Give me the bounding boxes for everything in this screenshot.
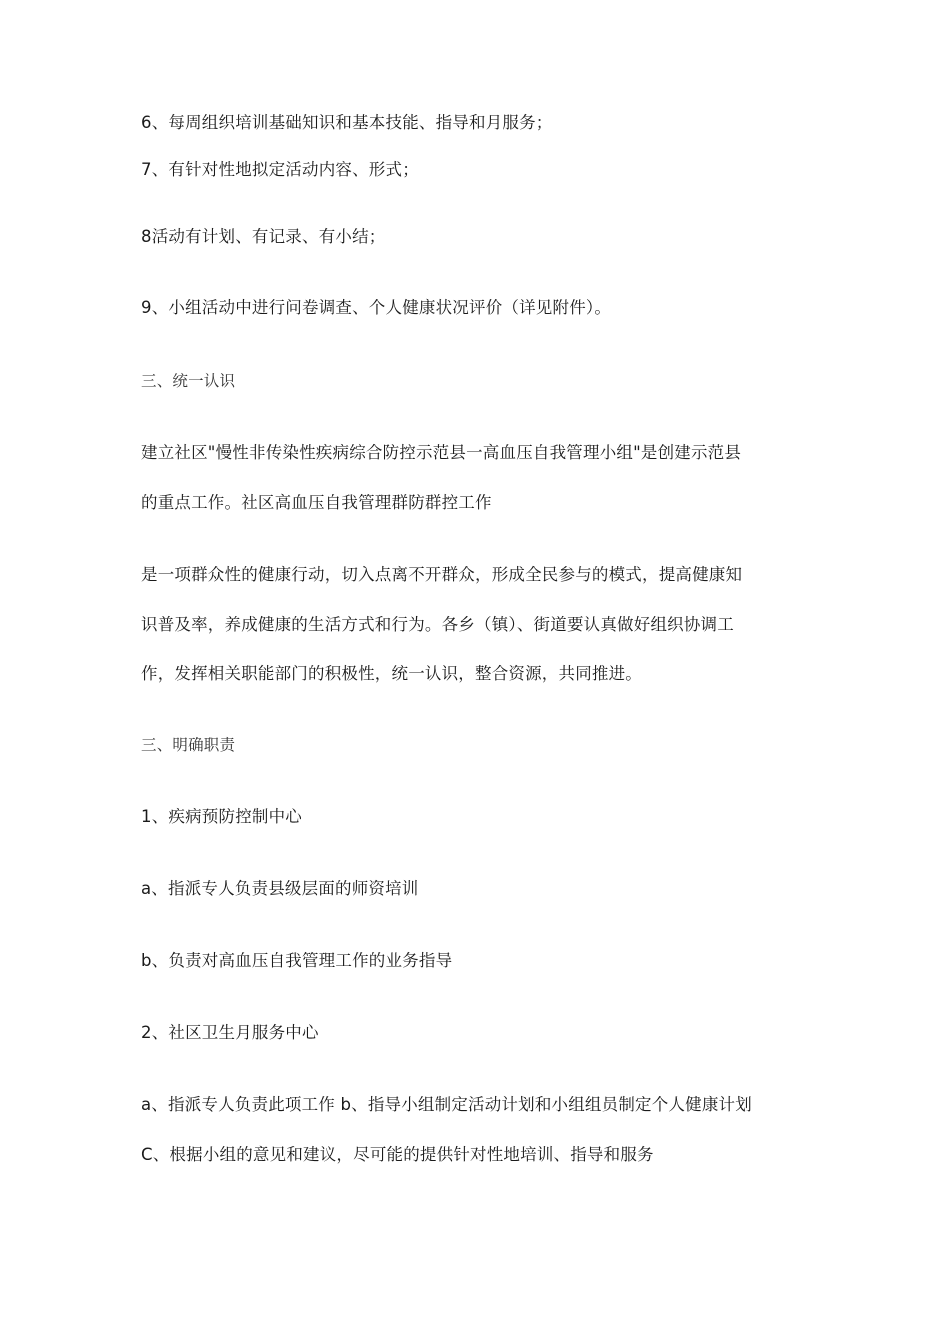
section-heading-duties: 三、明确职责 [141, 736, 236, 754]
paragraph-line: 作，发挥相关职能部门的积极性，统一认识，整合资源，共同推进。 [141, 664, 642, 683]
list-item-9: 9、小组活动中进行问卷调查、个人健康状况评价（详见附件）。 [141, 298, 612, 317]
section-heading-unify: 三、统一认识 [141, 372, 236, 390]
list-item-c: C、根据小组的意见和建议，尽可能的提供针对性地培训、指导和服务 [141, 1145, 654, 1164]
paragraph-line: 是一项群众性的健康行动，切入点离不开群众，形成全民参与的模式，提高健康知 [141, 565, 743, 584]
paragraph-line: 的重点工作。社区高血压自我管理群防群控工作 [141, 493, 492, 512]
paragraph-line: 识普及率，养成健康的生活方式和行为。各乡（镇）、街道要认真做好组织协调工 [141, 615, 734, 634]
list-item-8: 8活动有计划、有记录、有小结； [141, 227, 386, 246]
list-item-7: 7、有针对性地拟定活动内容、形式； [141, 160, 419, 179]
list-item-cdc: 1、疾病预防控制中心 [141, 807, 302, 826]
list-item-a: a、指派专人负责县级层面的师资培训 [141, 879, 419, 898]
list-item-b: b、负责对高血压自我管理工作的业务指导 [141, 951, 453, 970]
list-item-6: 6、每周组织培训基础知识和基本技能、指导和月服务； [141, 113, 553, 132]
list-item-community-center: 2、社区卫生月服务中心 [141, 1023, 319, 1042]
list-item-a-b: a、指派专人负责此项工作 b、指导小组制定活动计划和小组组员制定个人健康计划 [141, 1095, 752, 1114]
paragraph-line: 建立社区"慢性非传染性疾病综合防控示范县一高血压自我管理小组"是创建示范县 [141, 443, 742, 462]
